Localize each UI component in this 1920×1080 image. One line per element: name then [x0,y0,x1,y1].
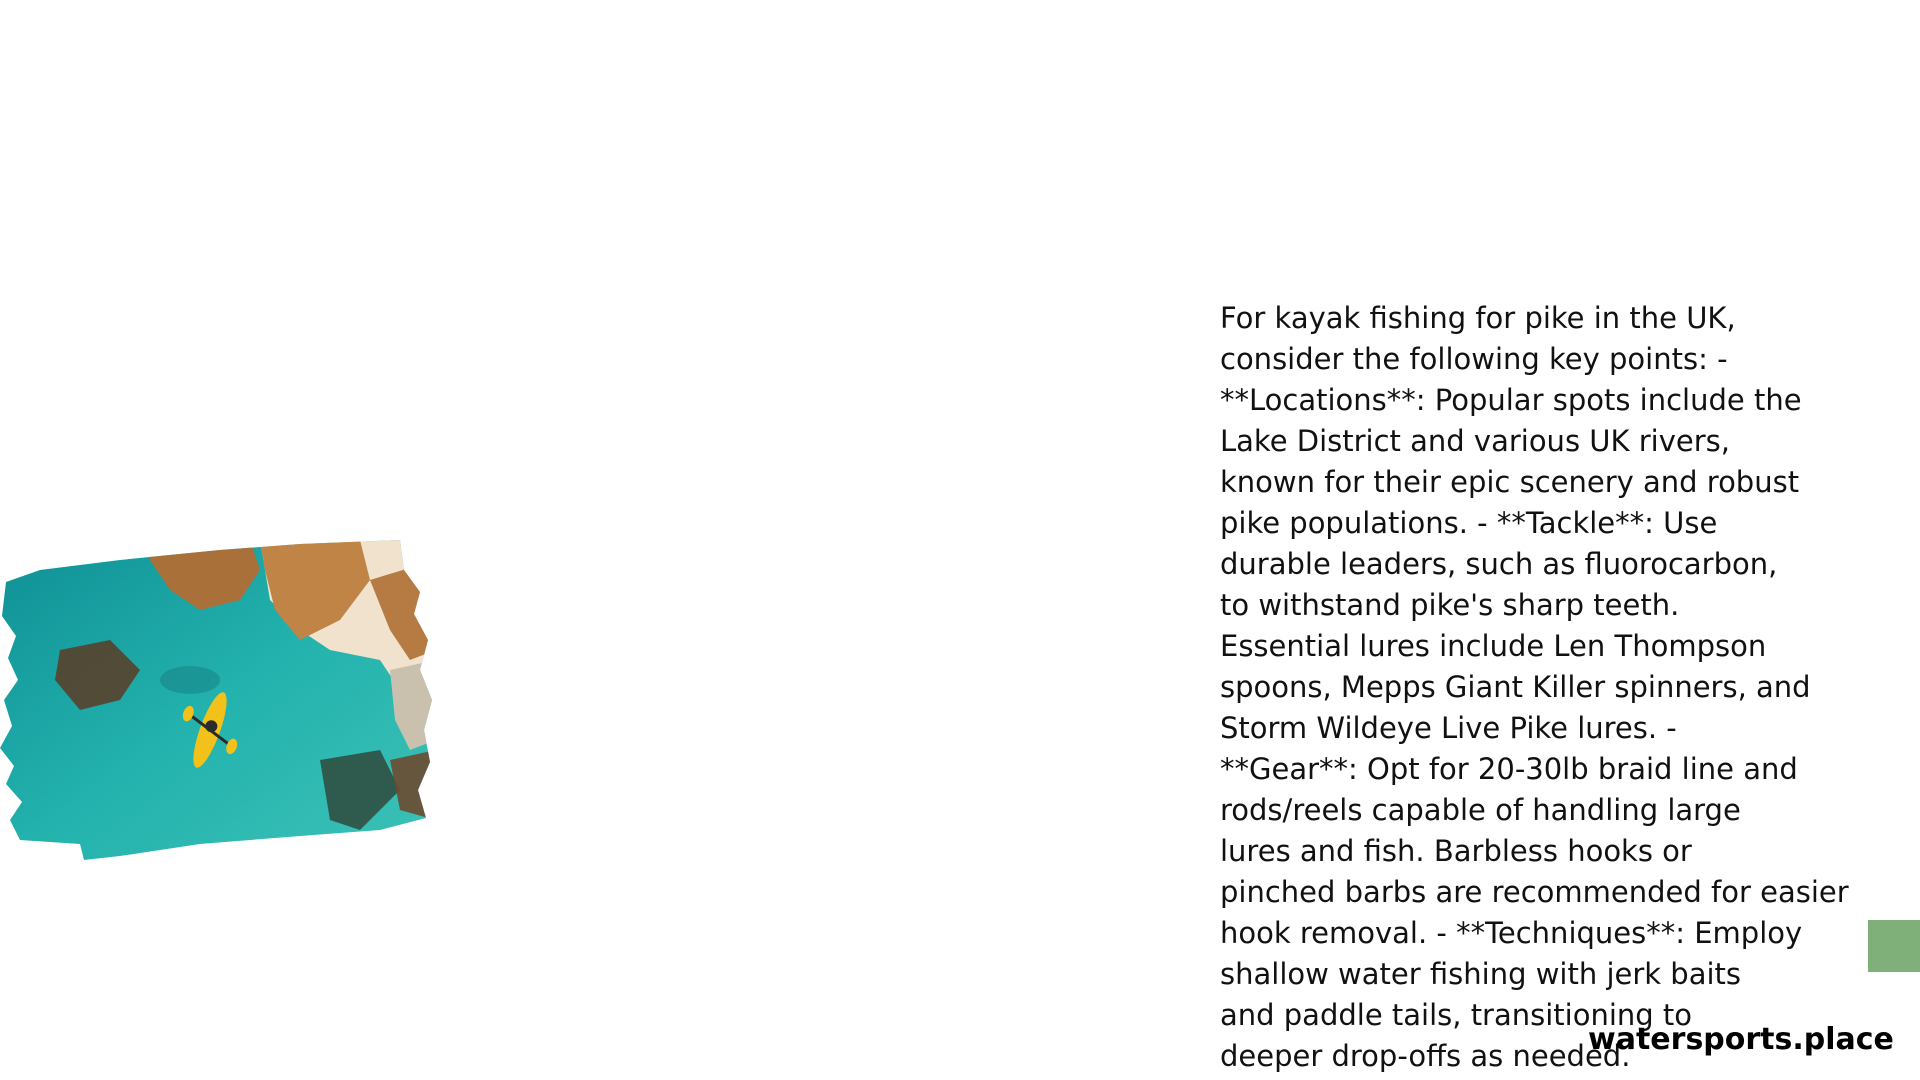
hero-kayak-image [0,540,436,860]
site-watermark: watersports.place [1588,1022,1894,1057]
corner-tab[interactable] [1868,920,1920,972]
article-body [1220,298,1860,1080]
article-text: For kayak fishing for pike in the UK, consider the following key points: - **Locations**: Popular spots include the Lake District and various UK rivers, known for their epic scenery and robust pike populations. - **Tackle**: Use durable leaders, such as fluorocarbon, to withstand pike's sharp teeth. Essential lures include Len Thompson spoons, Mepps Giant Killer spinners, and Storm Wildeye Live Pike lures. - **Gear**: Opt for 20-30lb braid line and rods/reels capable of handling large lures and fish. Barbless hooks or pinched barbs are recommended for easier hook removal. - **Techniques**: Employ shallow water fishing with jerk baits and paddle tails, transitioning to deeper drop-offs as needed. [1220,301,1849,1073]
